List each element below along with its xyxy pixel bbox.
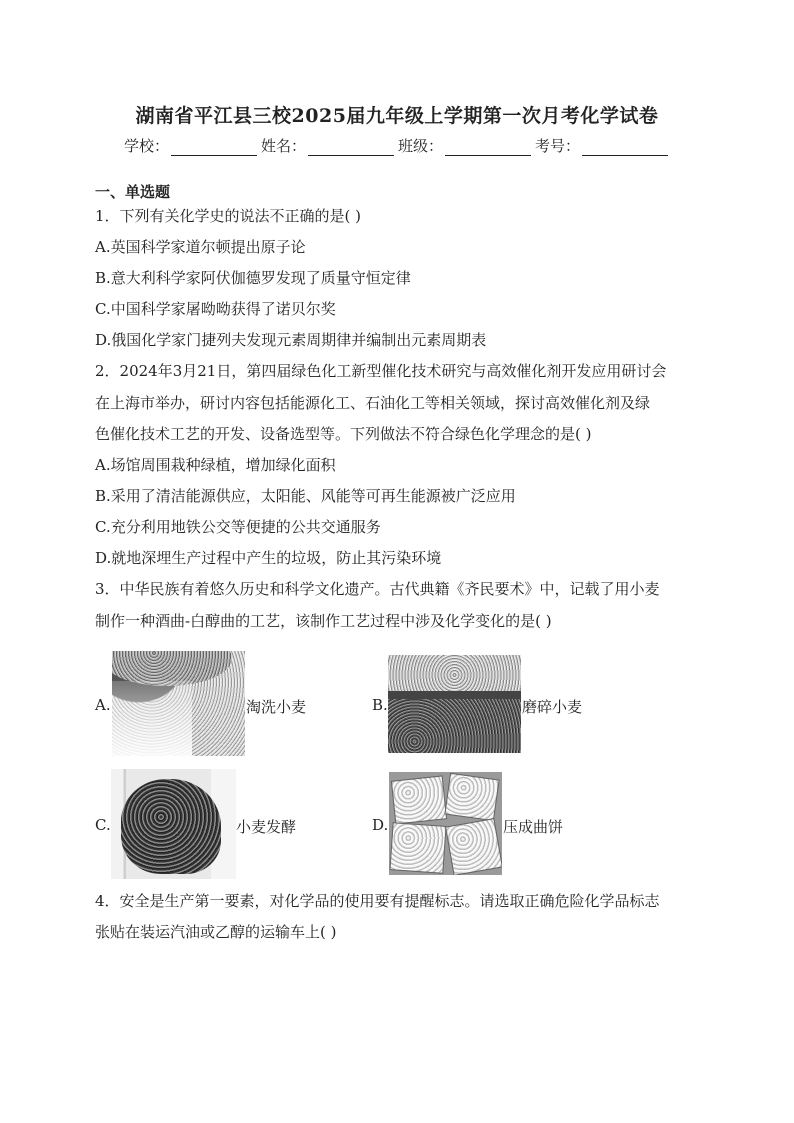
number-label: 考号： [535,137,581,155]
pressed-cakes-image [389,772,502,875]
section-heading: 一、单选题 [95,183,171,201]
q2-option-d: D.就地深埋生产过程中产生的垃圾，防止其污染环境 [95,549,442,567]
q1-stem: 1．下列有关化学史的说法不正确的是( ) [95,207,362,225]
q3-option-c-label: 小麦发酵 [236,818,297,836]
q1-option-c: C.中国科学家屠呦呦获得了诺贝尔奖 [95,300,336,318]
washing-wheat-image [112,651,245,756]
class-label: 班级： [398,137,444,155]
school-label: 学校： [124,137,170,155]
q4-stem-line1: 4．安全是生产第一要素，对化学品的使用要有提醒标志。请选取正确危险化学品标志 [95,892,660,910]
q3-option-a-letter: A. [95,696,111,714]
q3-stem-line2: 制作一种酒曲-白醇曲的工艺，该制作工艺过程中涉及化学变化的是( ) [95,612,552,630]
q3-option-c-letter: C. [95,816,111,834]
class-blank[interactable] [445,139,531,156]
q3-option-d-letter: D. [372,816,389,834]
student-info-line [124,135,672,156]
q1-option-a: A.英国科学家道尔顿提出原子论 [95,238,306,256]
q1-option-d: D.俄国化学家门捷列夫发现元素周期律并编制出元素周期表 [95,331,487,349]
q2-stem-line3: 色催化技术工艺的开发、设备选型等。下列做法不符合绿色化学理念的是( ) [95,425,592,443]
q3-stem-line1: 3．中华民族有着悠久历史和科学文化遗产。古代典籍《齐民要术》中，记载了用小麦 [95,580,660,598]
grinding-wheat-image [388,655,521,753]
q3-option-a-label: 淘洗小麦 [246,698,307,716]
name-blank[interactable] [308,139,394,156]
number-blank[interactable] [582,139,668,156]
fermenting-wheat-image [111,769,236,879]
q4-stem-line2: 张贴在装运汽油或乙醇的运输车上( ) [95,923,337,941]
q2-option-c: C.充分利用地铁公交等便捷的公共交通服务 [95,518,381,536]
q2-option-b: B.采用了清洁能源供应，太阳能、风能等可再生能源被广泛应用 [95,487,516,505]
q2-stem-line1: 2．2024年3月21日，第四届绿色化工新型催化技术研究与高效催化剂开发应用研讨会 [95,362,667,380]
q3-option-b-letter: B. [372,696,388,714]
q3-option-d-label: 压成曲饼 [503,818,564,836]
name-label: 姓名： [261,137,307,155]
q2-stem-line2: 在上海市举办，研讨内容包括能源化工、石油化工等相关领域，探讨高效催化剂及绿 [95,394,651,412]
q2-option-a: A.场馆周围栽种绿植，增加绿化面积 [95,456,336,474]
q3-option-b-label: 磨碎小麦 [522,698,583,716]
school-blank[interactable] [171,139,257,156]
q1-option-b: B.意大利科学家阿伏伽德罗发现了质量守恒定律 [95,269,411,287]
exam-title: 湖南省平江县三校2025届九年级上学期第一次月考化学试卷 [135,105,659,127]
